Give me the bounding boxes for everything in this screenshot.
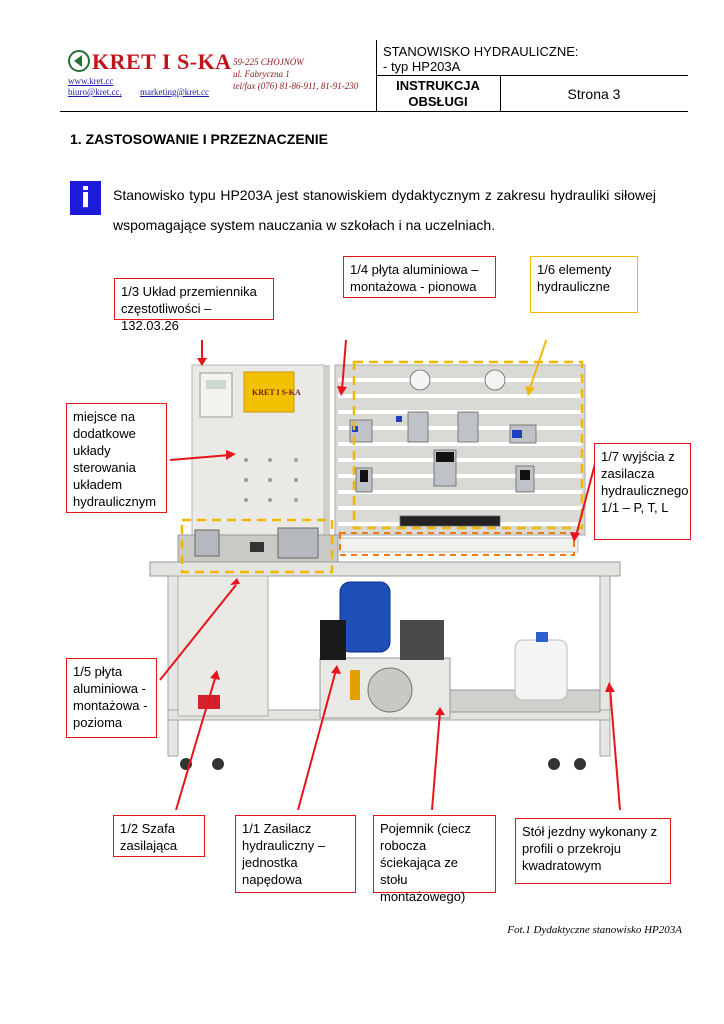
company-logo [68,49,232,75]
instruction-label-line1: INSTRUKCJA [396,78,480,93]
instruction-label [376,78,500,110]
callout-mobile-table: Stół jezdny wykonany z profili o przekroju kwadratowym [515,818,671,884]
callout-1-1-power-unit: 1/1 Zasilacz hydrauliczny – jednostka napędowa [235,815,356,893]
logo-arrow-icon [68,50,90,72]
doc-title-line2: - typ HP203A [383,59,461,74]
callout-1-6-hydraulic-elements: 1/6 elementy hydrauliczne [530,256,638,313]
header-bottom-rule [60,111,688,112]
header-divider-horizontal [376,75,688,76]
doc-title-line1: STANOWISKO HYDRAULICZNE: [383,44,579,59]
callout-container: Pojemnik (ciecz robocza ściekająca ze stołu montażowego) [373,815,496,893]
callout-1-2-supply-cabinet: 1/2 Szafa zasilająca [113,815,205,857]
address-line-1: 59-225 CHOJNÓW [233,57,304,67]
intro-paragraph: Stanowisko typu HP203A jest stanowiskiem dydaktycznym z zakresu hydrauliki siłowej wspomagające system nauczania w szkołach i na uczelniach. [113,187,656,233]
email-link-biuro[interactable]: biuro@kret.cc, [68,87,122,97]
photo-caption: Fot.1 Dydaktyczne stanowisko HP203A [507,924,682,936]
page-number: Strona 3 [567,86,621,102]
address-line-2: ul. Fabryczna 1 [233,69,290,79]
logo-text: KRET I S-KA [92,49,232,74]
website-link[interactable]: www.kret.cc [68,76,114,86]
callout-1-7-outputs: 1/7 wyjścia z zasilacza hydraulicznego 1/1 – P, T, L [594,443,691,540]
callout-1-5-horizontal-plate: 1/5 płyta aluminiowa - montażowa - pozioma [66,658,157,738]
cabinet-brand-label: KRET I S-KA [252,388,301,397]
email-link-marketing[interactable]: marketing@kret.cc [140,87,210,97]
callout-control-space: miejsce na dodatkowe układy sterowania układem hydraulicznym [66,403,167,513]
callout-1-4-vertical-plate: 1/4 płyta aluminiowa – montażowa - pionowa [343,256,496,298]
section-title: 1. ZASTOSOWANIE I PRZEZNACZENIE [70,131,328,147]
info-icon: i [70,181,101,215]
address-line-3: tel/fax (076) 81-86-911, 81-91-230 [233,81,359,91]
callout-1-3-inverter: 1/3 Układ przemiennika częstotliwości – 132.03.26 [114,278,274,320]
instruction-label-line2: OBSŁUGI [408,94,468,109]
